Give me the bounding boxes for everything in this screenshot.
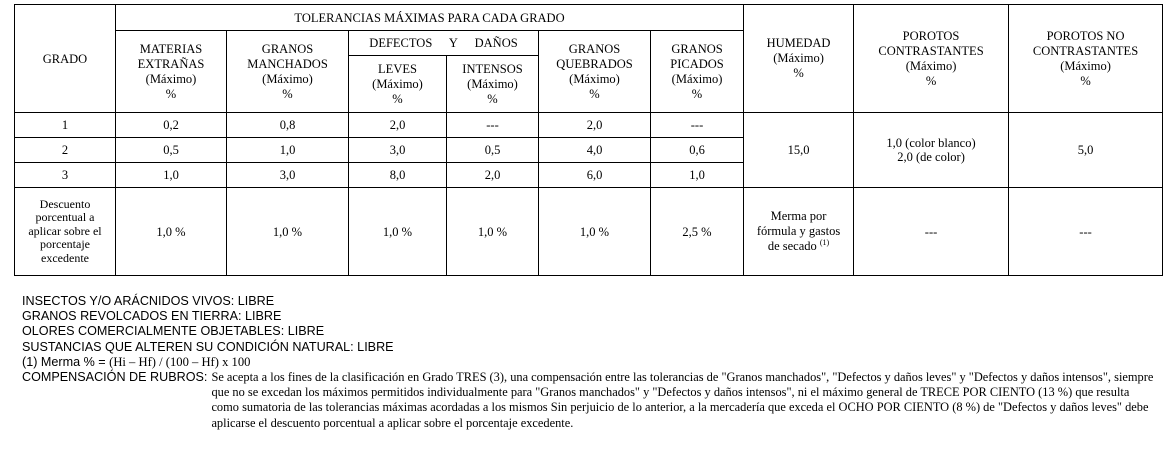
defectos-header: DEFECTOS Y DAÑOS [349,31,539,56]
grado-header: GRADO [15,5,116,113]
tolerancias-header: TOLERANCIAS MÁXIMAS PARA CADA GRADO [116,5,744,31]
tolerances-table [14,4,1163,276]
materias-cell: 0,5 [116,138,227,163]
intensos-discount: 1,0 % [447,188,539,276]
grado-cell: 1 [15,113,116,138]
leves-discount: 1,0 % [349,188,447,276]
picados-header: GRANOS PICADOS (Máximo) % [651,31,744,113]
note-formula [22,355,1157,370]
humedad-value: 15,0 [744,113,854,188]
contrastantes-value: 1,0 (color blanco) 2,0 (de color) [854,113,1009,188]
picados-cell: --- [651,113,744,138]
manchados-cell: 1,0 [227,138,349,163]
intensos-cell: --- [447,113,539,138]
no-contrastantes-value: 5,0 [1009,113,1163,188]
formula-label: (1) Merma % = [22,354,110,369]
intensos-cell: 0,5 [447,138,539,163]
compensacion-text: Se acepta a los fines de la clasificación en Grado TRES (3), una compensación entre las tolerancias de "Granos manchados", "Defectos y daños leves" y "Defectos y daños intensos", siempre que no se excedan los máximos permitidos individualmente para "Granos manchados" y "Defectos y daños intensos", ni el máximo general de TRECE POR CIENTO (13 %) que resulta como sumatoria de las tolerancias máximas acordadas a los mismos Sin perjuicio de lo anterior, a la mercadería que exceda el OCHO POR CIENTO (8 %) de "Defectos y daños leves" debe aplicarse el descuento porcentual a aplicar sobre el porcentaje excedente. [211,370,1154,430]
leves-header: LEVES (Máximo) % [349,56,447,113]
compensacion [22,370,1157,431]
note-sustancias: SUSTANCIAS QUE ALTEREN SU CONDICIÓN NATURAL: LIBRE [22,339,394,354]
compensacion-label: COMPENSACIÓN DE RUBROS: [22,370,208,385]
formula: (Hi – Hf) / (100 – Hf) x 100 [109,354,251,369]
quebrados-header: GRANOS QUEBRADOS (Máximo) % [539,31,651,113]
no-contrastantes-discount: --- [1009,188,1163,276]
intensos-header: INTENSOS (Máximo) % [447,56,539,113]
leves-cell: 8,0 [349,163,447,188]
quebrados-cell: 6,0 [539,163,651,188]
leves-cell: 3,0 [349,138,447,163]
picados-cell: 1,0 [651,163,744,188]
quebrados-cell: 2,0 [539,113,651,138]
excess-row [15,188,1163,276]
note-revolcados: GRANOS REVOLCADOS EN TIERRA: LIBRE [22,309,282,324]
picados-discount: 2,5 % [651,188,744,276]
grado-cell: 2 [15,138,116,163]
grado-cell: 3 [15,163,116,188]
manchados-discount: 1,0 % [227,188,349,276]
note-insectos: INSECTOS Y/O ARÁCNIDOS VIVOS: LIBRE [22,294,275,308]
materias-header: MATERIAS EXTRAÑAS (Máximo) % [116,31,227,113]
note-olores: OLORES COMERCIALMENTE OBJETABLES: LIBRE [22,324,325,339]
manchados-cell: 3,0 [227,163,349,188]
notes-section [22,294,1157,431]
contrastantes-discount: --- [854,188,1009,276]
manchados-header: GRANOS MANCHADOS (Máximo) % [227,31,349,113]
picados-cell: 0,6 [651,138,744,163]
humedad-header: HUMEDAD (Máximo) % [744,5,854,113]
no-contrastantes-header: POROTOS NO CONTRASTANTES (Máximo) % [1009,5,1163,113]
excess-label: Descuento porcentual a aplicar sobre el porcentaje excedente [15,188,116,276]
materias-cell: 0,2 [116,113,227,138]
materias-discount: 1,0 % [116,188,227,276]
contrastantes-header: POROTOS CONTRASTANTES (Máximo) % [854,5,1009,113]
table-row [15,113,1163,138]
manchados-cell: 0,8 [227,113,349,138]
humedad-merma: Merma por fórmula y gastos de secado $^{(1)}$ [744,188,854,276]
intensos-cell: 2,0 [447,163,539,188]
quebrados-cell: 4,0 [539,138,651,163]
materias-cell: 1,0 [116,163,227,188]
footnote-ref: (1) [819,237,830,247]
quebrados-discount: 1,0 % [539,188,651,276]
leves-cell: 2,0 [349,113,447,138]
